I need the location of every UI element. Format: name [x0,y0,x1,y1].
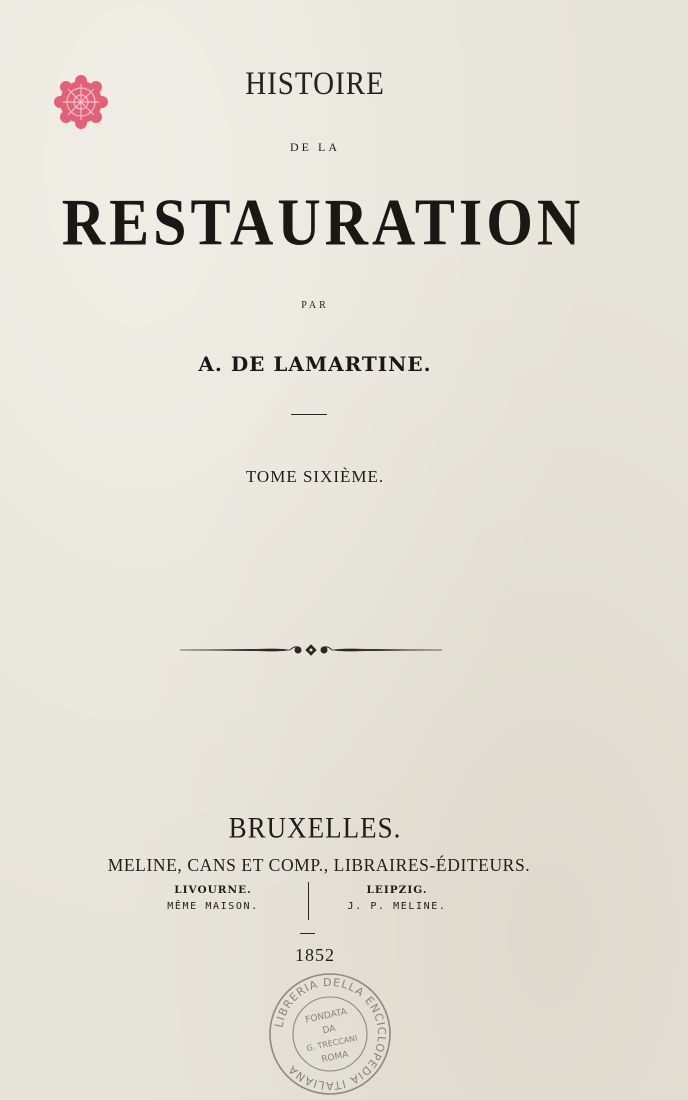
svg-text:ROMA: ROMA [320,1049,350,1066]
publication-year: 1852 [295,945,335,965]
svg-text:LIBRERIA DELLA ENCICLOPEDIA IT: LIBRERIA DELLA ENCICLOPEDIA ITALIANA [272,975,389,1093]
branch-left [133,882,293,916]
svg-text:DA: DA [321,1023,337,1037]
short-rule-divider [291,414,327,415]
branch-left-city: LIVOURNE. [174,884,252,896]
imprint-branches [0,882,630,924]
svg-text:G. TRECCANI: G. TRECCANI [305,1033,359,1054]
title-line-histoire: HISTOIRE [245,66,385,102]
branch-right [317,882,477,916]
library-seal-stamp-icon [266,970,394,1098]
svg-text:FONDATA: FONDATA [304,1007,348,1026]
imprint-publisher: MELINE, CANS ET COMP., LIBRAIRES-ÉDITEURS. [107,855,531,875]
title-line-de-la: DE LA [290,140,340,154]
branch-right-city: LEIPZIG. [366,884,428,896]
author-by: PAR [301,300,329,311]
branch-left-name: MÊME MAISON. [167,901,259,912]
tiny-rule-divider [300,933,315,934]
ornamental-rule-icon [178,640,444,660]
author-name: A. DE LAMARTINE. [198,352,432,376]
branch-divider [308,882,309,920]
branch-right-name: J. P. MELINE. [347,901,447,912]
imprint-city: BRUXELLES. [228,811,402,845]
title-line-restauration: RESTAURATION [61,184,585,259]
volume-label: TOME SIXIÈME. [245,467,385,486]
